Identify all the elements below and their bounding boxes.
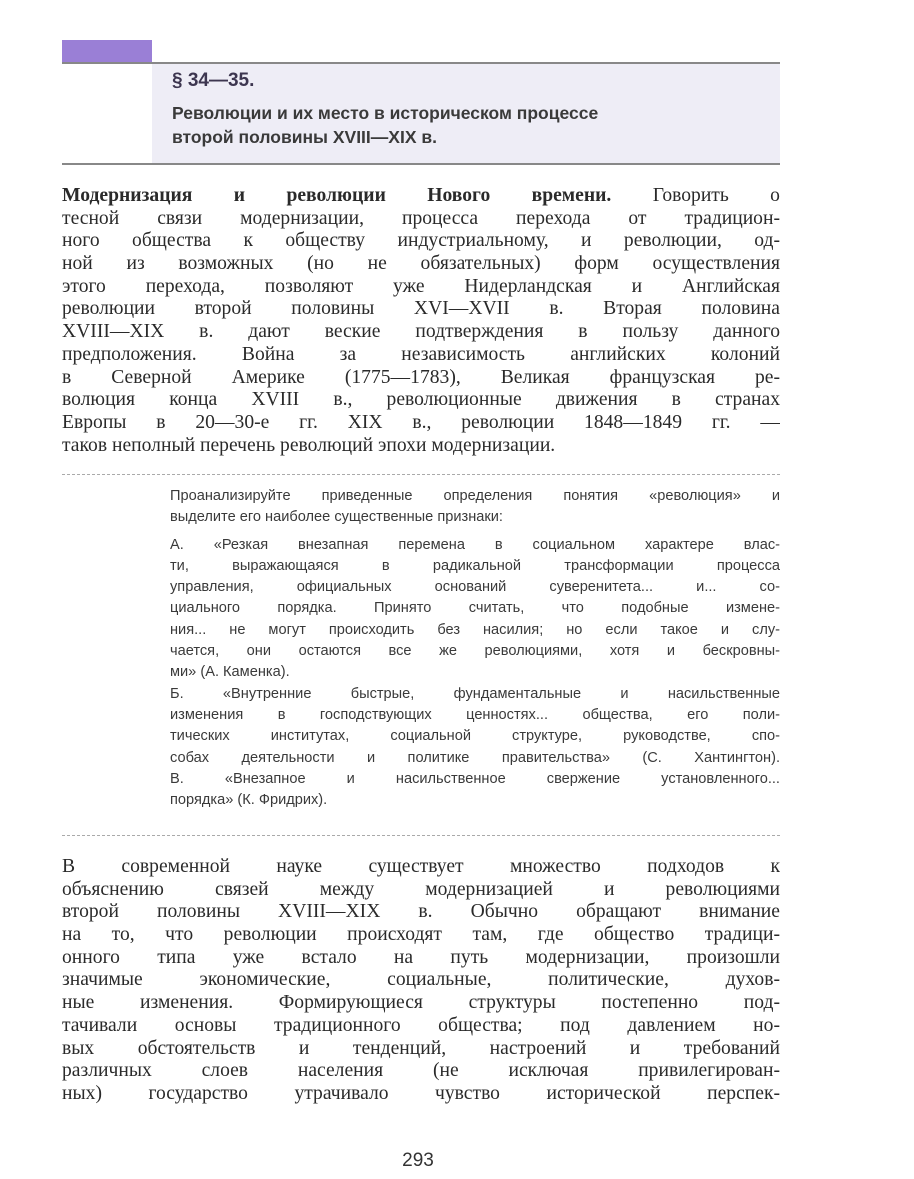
definition-line: тических институтах, социальной структуре, руководстве, спо- (170, 728, 780, 745)
text-line: этого перехода, позволяют уже Нидерландская и Английская (62, 275, 780, 297)
definition-line: управления, официальных оснований суверенитета... и... со- (170, 579, 780, 596)
text-line: второй половины XVIII—XIX в. Обычно обращают внимание (62, 901, 780, 923)
text-line: ной из возможных (но не обязательных) форм осуществления (62, 253, 780, 275)
definition-line: изменения в господствующих ценностях... общества, его поли- (170, 706, 780, 723)
task-block (170, 486, 780, 811)
text-line: различных слоев населения (не исключая привилегирован- (62, 1060, 780, 1082)
definition-line: В. «Внезапное и насильственное свержение установленного... (170, 770, 780, 787)
text-line: волюция конца XVIII в., революционные движения в странах (62, 389, 780, 411)
text-line: таков неполный перечень революций эпохи модернизации. (62, 434, 556, 456)
separator (62, 474, 780, 475)
text-line: онного типа уже встало на путь модернизации, произошли (62, 946, 780, 968)
text-line: XVIII—XIX в. дают веские подтверждения в пользу данного (62, 321, 780, 343)
text-line: вых обстоятельств и тенденций, настроений и требований (62, 1037, 780, 1059)
header-bottom-rule (62, 163, 780, 165)
section-color-marker (62, 40, 152, 63)
text-line: революции второй половины XVI—XVII в. Вторая половина (62, 298, 780, 320)
text-line: в Северной Америке (1775—1783), Великая французская ре- (62, 366, 780, 388)
text-line: предположения. Война за независимость английских колоний (62, 343, 780, 365)
paragraph-heading: Модернизация и революции Нового времени. (62, 185, 612, 206)
definition-line: ти, выражающаяся в радикальной трансформации процесса (170, 557, 780, 574)
section-title (172, 101, 747, 149)
definition-line: чается, они остаются все же революциями, хотя и бескровны- (170, 643, 780, 660)
definition-line: циального порядка. Принято считать, что подобные измене- (170, 600, 780, 617)
task-line: Проанализируйте приведенные определения понятия «революция» и (170, 488, 780, 504)
text-line: тесной связи модернизации, процесса перехода от традицион- (62, 207, 780, 229)
section-title-line: Революции и их место в историческом процессе (172, 103, 599, 123)
text-line: Европы в 20—30-е гг. XIX в., революции 1848—1849 гг. — (62, 411, 780, 433)
paragraph-approaches (62, 856, 780, 1106)
definition-line: Б. «Внутренние быстрые, фундаментальные и насильственные (170, 685, 780, 702)
text-line: объяснению связей между модернизацией и революциями (62, 878, 780, 900)
text-line: В современной науке существует множество подходов к (62, 856, 780, 877)
section-number: § 34—35. (172, 70, 255, 91)
text-line: ных) государство утрачивало чувство исторической перспек- (62, 1082, 780, 1104)
text-line (62, 185, 780, 208)
text-line: ные изменения. Формирующиеся структуры постепенно под- (62, 992, 780, 1014)
task-line: выделите его наиболее существенные признаки: (170, 509, 503, 526)
text-line: на то, что революции происходят там, где общество традици- (62, 924, 780, 946)
definition-line: ми» (А. Каменка). (170, 664, 290, 681)
separator (62, 835, 780, 836)
definition-line: порядка» (К. Фридрих). (170, 792, 328, 809)
paragraph-modernization (62, 185, 780, 457)
text-span: Говорить о (611, 185, 780, 206)
text-line: ного общества к обществу индустриальному, и революции, од- (62, 230, 780, 252)
definition-line: ния... не могут происходить без насилия; но если такое и слу- (170, 621, 780, 638)
text-line: тачивали основы традиционного общества; под давлением но- (62, 1014, 780, 1036)
text-line: значимые экономические, социальные, политические, духов- (62, 969, 780, 991)
page-number: 293 (402, 1150, 434, 1171)
definition-line: собах деятельности и политике правительства» (С. Хантингтон). (170, 749, 780, 766)
section-title-line: второй половины XVIII—XIX в. (172, 127, 437, 147)
definition-line: А. «Резкая внезапная перемена в социальном характере влас- (170, 536, 780, 553)
